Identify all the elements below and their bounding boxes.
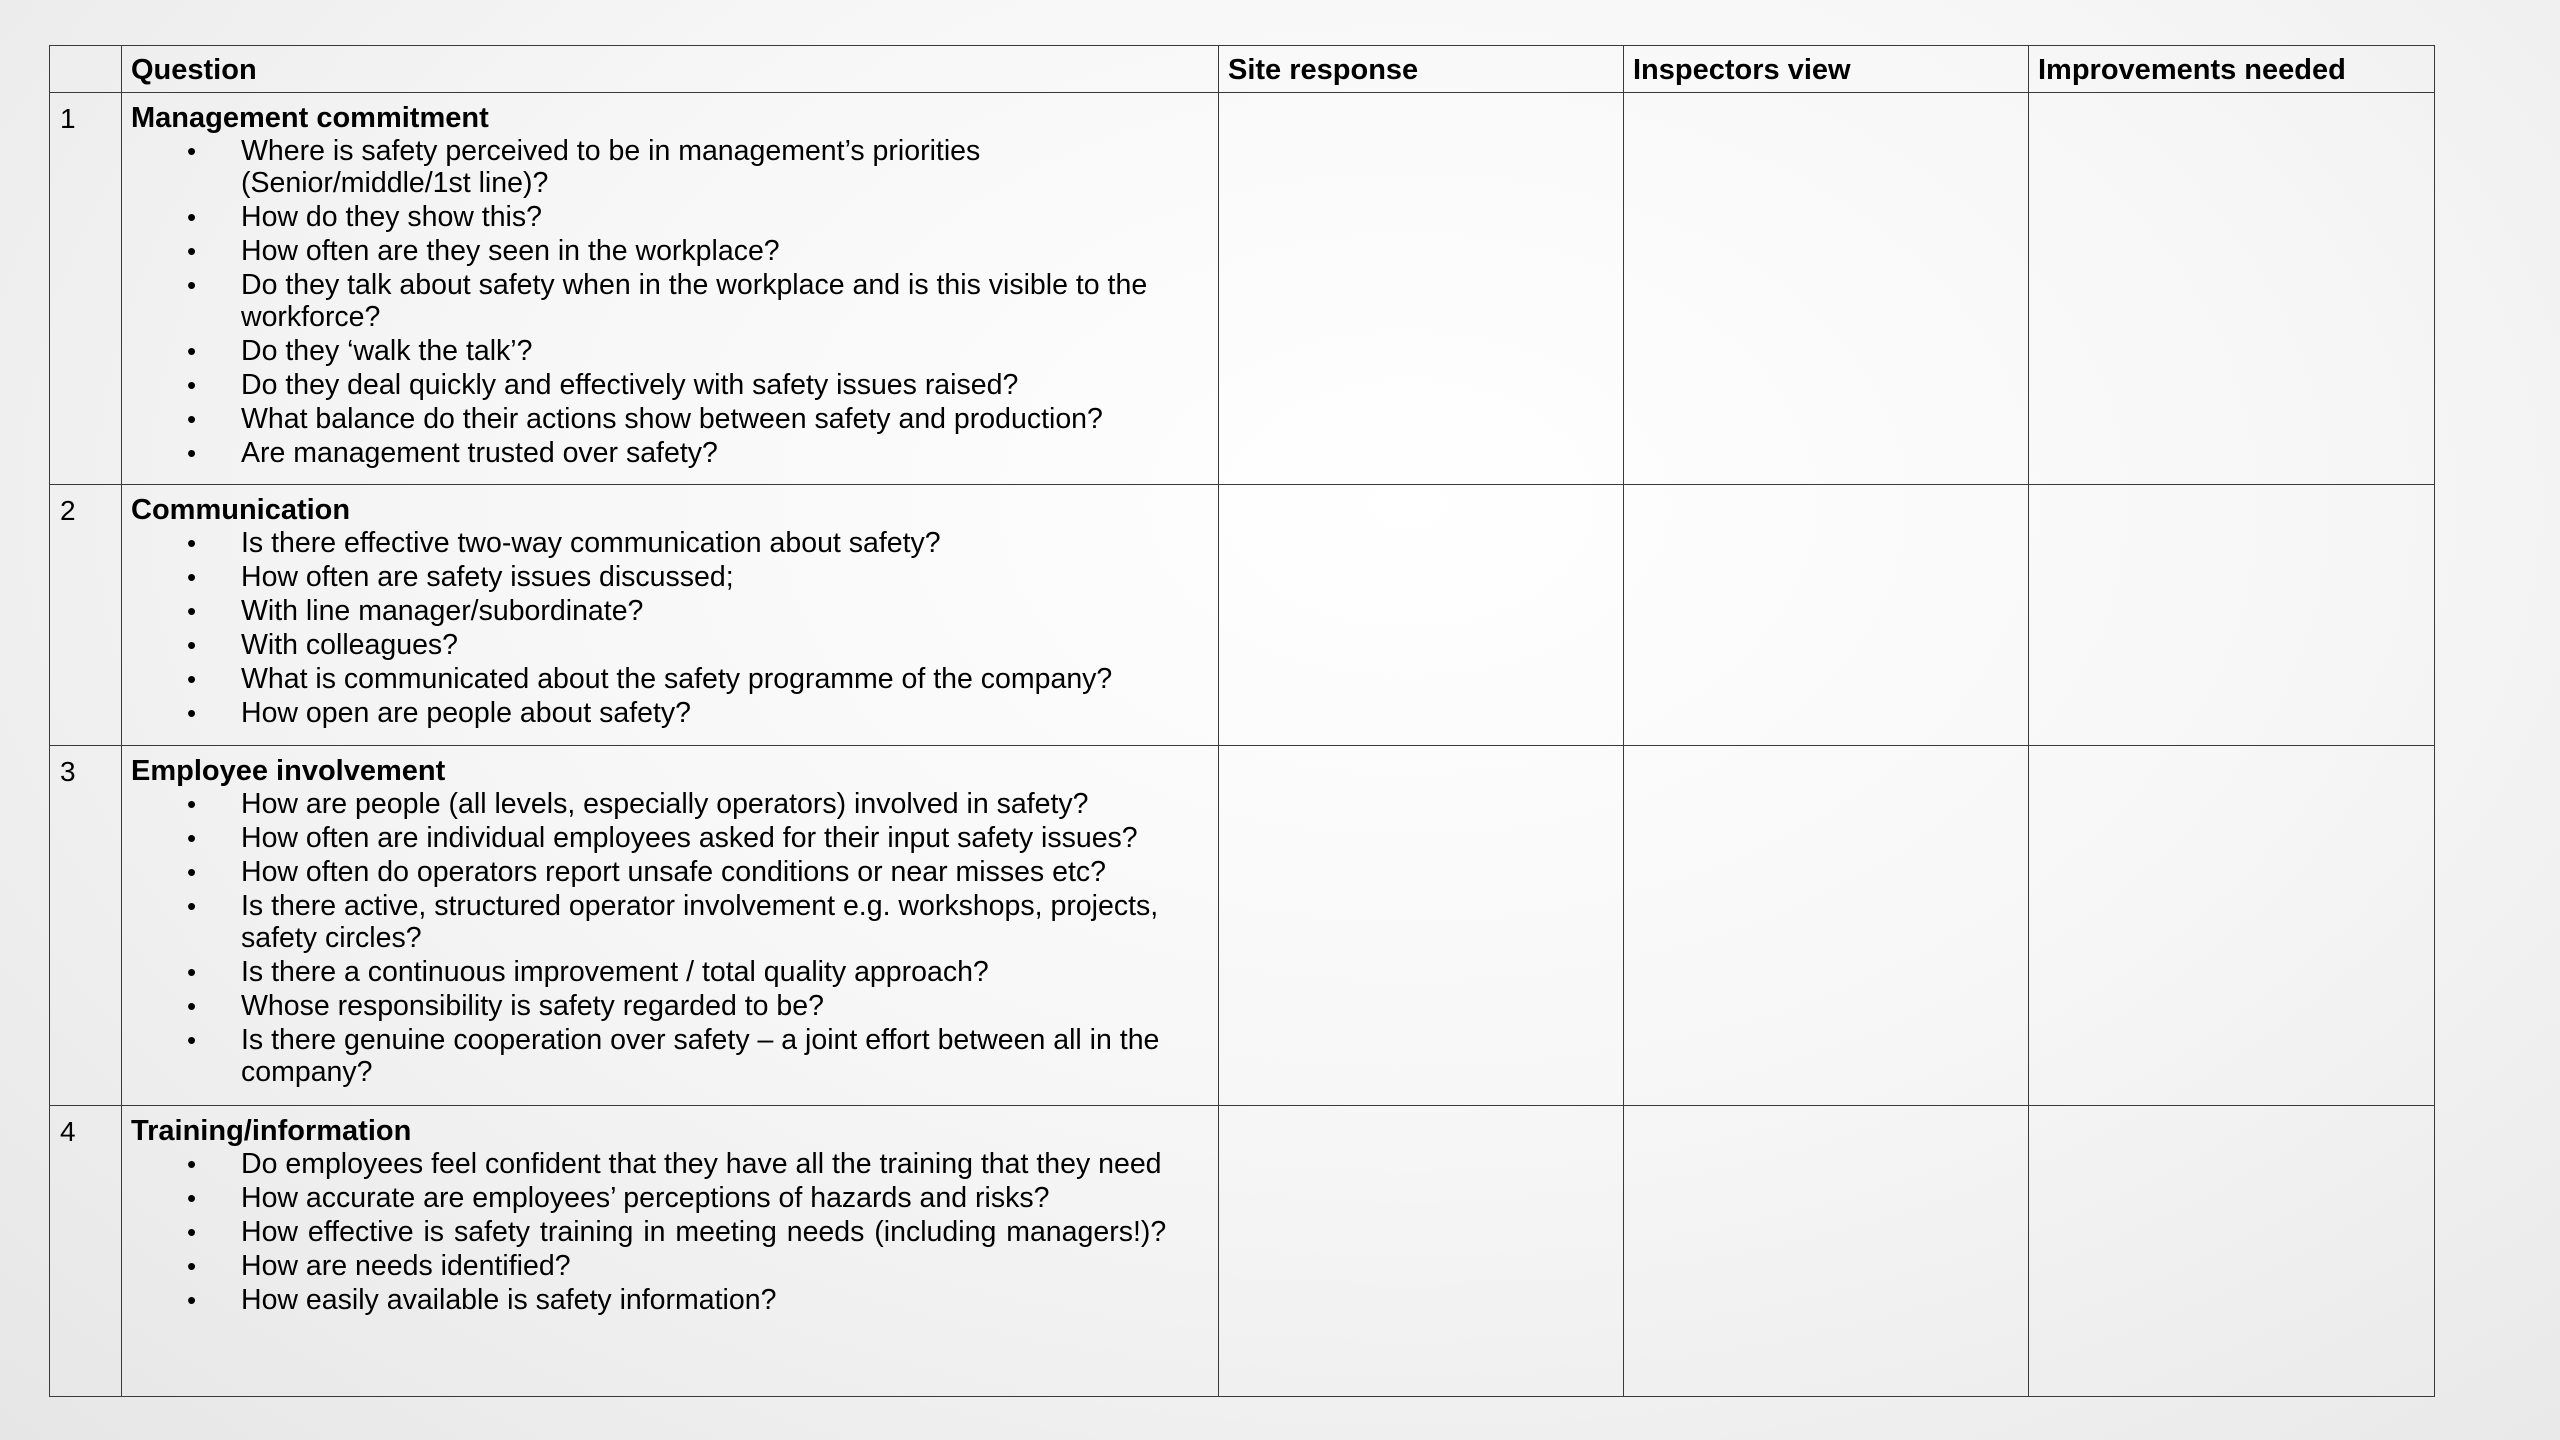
list-item: • What balance do their actions show between safety and production?	[187, 403, 1103, 435]
table-row	[50, 1106, 2435, 1397]
bullet-icon: •	[187, 336, 197, 366]
bullet-icon: •	[187, 823, 197, 853]
improvements-needed-cell[interactable]	[2029, 485, 2435, 746]
list-item: • How accurate are employees’ perceptions of hazards and risks?	[187, 1182, 1050, 1214]
site-response-cell[interactable]	[1219, 485, 1624, 746]
bullet-icon: •	[187, 136, 197, 166]
list-item: • Is there genuine cooperation over safety – a joint effort between all in the company?	[187, 1024, 1160, 1088]
table-row	[50, 485, 2435, 746]
safety-culture-checklist	[49, 45, 2434, 1397]
bullet-icon: •	[187, 789, 197, 819]
list-item: • With colleagues?	[187, 629, 459, 661]
bullet-icon: •	[187, 1251, 197, 1281]
bullet-icon: •	[187, 957, 197, 987]
bullet-icon: •	[187, 270, 197, 300]
question-cell	[122, 485, 1219, 746]
table-row	[50, 93, 2435, 485]
list-item: • How effective is safety training in meeting needs (including managers!)?	[187, 1216, 1167, 1248]
list-item: • Is there a continuous improvement / total quality approach?	[187, 956, 989, 988]
bullet-icon: •	[187, 404, 197, 434]
bullet-icon: •	[187, 370, 197, 400]
bullet-icon: •	[187, 630, 197, 660]
section-number: 1	[50, 93, 122, 485]
list-item: • How are people (all levels, especially operators) involved in safety?	[187, 788, 1089, 820]
site-response-cell[interactable]	[1219, 746, 1624, 1106]
improvements-needed-cell[interactable]	[2029, 1106, 2435, 1397]
site-response-cell[interactable]	[1219, 93, 1624, 485]
question-list	[131, 788, 1206, 1088]
improvements-needed-cell[interactable]	[2029, 746, 2435, 1106]
inspectors-view-cell[interactable]	[1624, 93, 2029, 485]
bullet-icon: •	[187, 891, 197, 921]
section-title: Training/information	[131, 1115, 412, 1147]
section-number: 2	[50, 485, 122, 746]
inspectors-view-cell[interactable]	[1624, 485, 2029, 746]
inspectors-view-cell[interactable]	[1624, 746, 2029, 1106]
bullet-icon: •	[187, 664, 197, 694]
header-question: Question	[122, 46, 1219, 93]
list-item: • Is there active, structured operator involvement e.g. workshops, projects, safety circles?	[187, 890, 1159, 954]
table-row	[50, 746, 2435, 1106]
list-item: • How often do operators report unsafe conditions or near misses etc?	[187, 856, 1106, 888]
question-cell	[122, 1106, 1219, 1397]
list-item: • How often are they seen in the workplace?	[187, 235, 780, 267]
bullet-icon: •	[187, 528, 197, 558]
list-item: • Do employees feel confident that they have all the training that they need	[187, 1148, 1162, 1180]
header-row	[50, 46, 2435, 93]
section-title: Employee involvement	[131, 755, 446, 787]
bullet-icon: •	[187, 857, 197, 887]
list-item: • With line manager/subordinate?	[187, 595, 644, 627]
bullet-icon: •	[187, 438, 197, 468]
bullet-icon: •	[187, 236, 197, 266]
section-number: 4	[50, 1106, 122, 1397]
list-item: • How do they show this?	[187, 201, 542, 233]
list-item: • How open are people about safety?	[187, 697, 691, 729]
question-cell	[122, 746, 1219, 1106]
list-item: • How often are individual employees asked for their input safety issues?	[187, 822, 1138, 854]
bullet-icon: •	[187, 1285, 197, 1315]
bullet-icon: •	[187, 562, 197, 592]
checklist-table	[49, 45, 2435, 1397]
question-cell	[122, 93, 1219, 485]
site-response-cell[interactable]	[1219, 1106, 1624, 1397]
list-item: • Whose responsibility is safety regarded to be?	[187, 990, 824, 1022]
section-number: 3	[50, 746, 122, 1106]
question-list	[131, 527, 1206, 729]
header-site-response: Site response	[1219, 46, 1624, 93]
header-number	[50, 46, 122, 93]
list-item: • How easily available is safety information?	[187, 1284, 777, 1316]
list-item: • Do they talk about safety when in the workplace and is this visible to the workforce?	[187, 269, 1148, 333]
inspectors-view-cell[interactable]	[1624, 1106, 2029, 1397]
bullet-icon: •	[187, 991, 197, 1021]
header-improvements-needed: Improvements needed	[2029, 46, 2435, 93]
bullet-icon: •	[187, 1025, 197, 1055]
list-item: • How are needs identified?	[187, 1250, 571, 1282]
bullet-icon: •	[187, 202, 197, 232]
list-item: • Are management trusted over safety?	[187, 437, 718, 469]
bullet-icon: •	[187, 596, 197, 626]
question-list	[131, 1148, 1206, 1316]
section-title: Management commitment	[131, 102, 489, 134]
bullet-icon: •	[187, 698, 197, 728]
list-item: • Do they ‘walk the talk’?	[187, 335, 533, 367]
list-item: • What is communicated about the safety programme of the company?	[187, 663, 1113, 695]
bullet-icon: •	[187, 1183, 197, 1213]
list-item: • Is there effective two-way communication about safety?	[187, 527, 941, 559]
list-item: • Where is safety perceived to be in management’s priorities (Senior/middle/1st line)?	[187, 135, 981, 199]
bullet-icon: •	[187, 1149, 197, 1179]
question-list	[131, 135, 1206, 469]
list-item: • How often are safety issues discussed;	[187, 561, 734, 593]
bullet-icon: •	[187, 1217, 197, 1247]
header-inspectors-view: Inspectors view	[1624, 46, 2029, 93]
section-title: Communication	[131, 494, 351, 526]
improvements-needed-cell[interactable]	[2029, 93, 2435, 485]
list-item: • Do they deal quickly and effectively with safety issues raised?	[187, 369, 1019, 401]
